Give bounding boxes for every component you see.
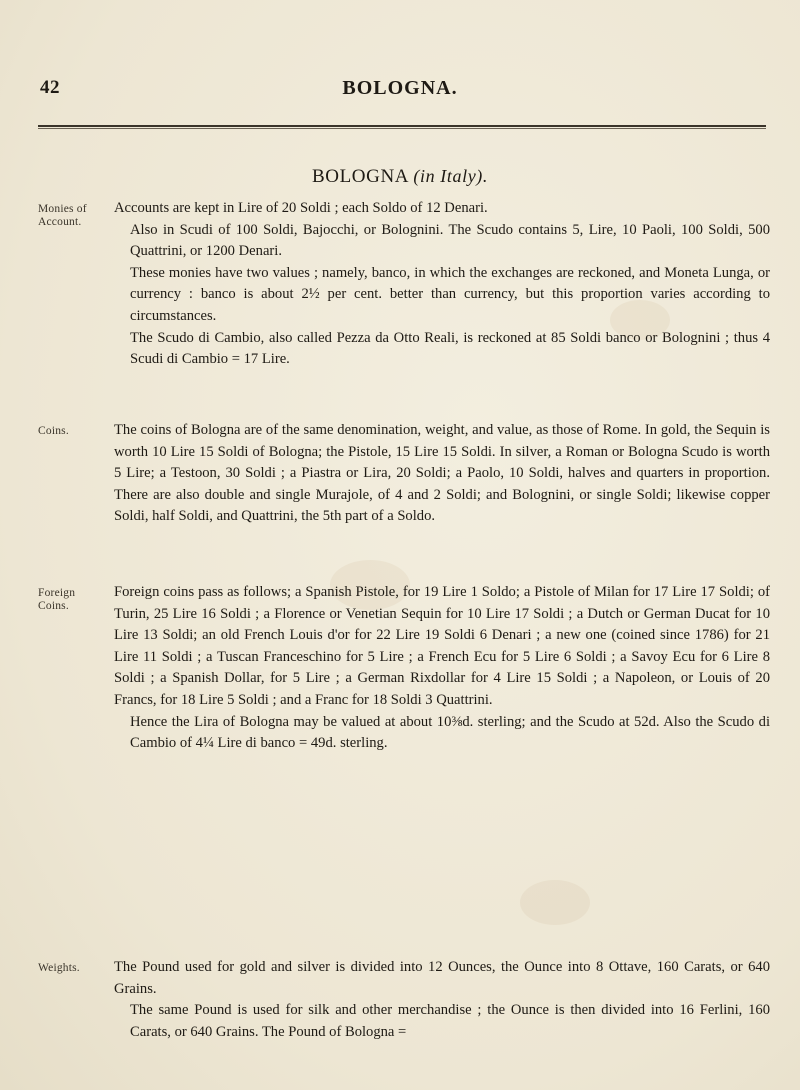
header-rule-thin (38, 128, 766, 129)
running-head (0, 77, 800, 107)
monies-paragraph-3: These monies have two values ; namely, banco, in which the exchanges are reckoned, and Moneta Lunga, or currency : banco is about 2½ per cent. better than currency, but this proportion varies according to circumstances. (130, 264, 770, 324)
section-weights (114, 957, 770, 1043)
section-title-region: (in Italy). (413, 166, 488, 186)
coins-paragraph-1: The coins of Bologna are of the same denomination, weight, and value, as those of Rome. In gold, the Sequin is worth 10 Lire 15 Soldi of Bologna; the Pistole, 15 Lire 15 Soldi. In silver, a Roman or Bologna Scudo is worth 5 Lire; a Testoon, 30 Soldi ; a Piastra or Lira, 20 Soldi; a Paolo, 10 Soldi, halves and quarters in proportion. There are also double and single Murajole, of 4 and 2 Soldi; and Bolognini, or single Soldi; likewise copper Soldi, half Soldi, and Quattrini, the 5th part of a Soldo. (114, 422, 770, 525)
margin-note-monies: Monies of Account. (38, 203, 87, 228)
section-foreign-coins (114, 582, 770, 755)
margin-note-coins: Coins. (38, 425, 69, 437)
header-rule (38, 125, 766, 127)
page-number: 42 (40, 77, 60, 98)
section-title (0, 166, 800, 188)
section-coins (114, 420, 770, 528)
running-title: BOLOGNA. (342, 77, 458, 99)
paper-stain (520, 880, 590, 925)
section-monies (114, 198, 770, 371)
weights-paragraph-2: The same Pound is used for silk and other merchandise ; the Ounce is then divided into 16 Ferlini, 160 Carats, or 640 Grains. The Pound of Bologna = (130, 1002, 770, 1040)
weights-paragraph-1: The Pound used for gold and silver is divided into 12 Ounces, the Ounce into 8 Ottave, 160 Carats, or 640 Grains. (114, 959, 770, 997)
monies-paragraph-1: Accounts are kept in Lire of 20 Soldi ; each Soldo of 12 Denari. (114, 200, 488, 216)
margin-note-foreign-coins: Foreign Coins. (38, 587, 76, 612)
monies-paragraph-4: The Scudo di Cambio, also called Pezza da Otto Reali, is reckoned at 85 Soldi banco or Bolognini ; thus 4 Scudi di Cambio = 17 Lire. (130, 329, 770, 368)
foreign-paragraph-2: Hence the Lira of Bologna may be valued at about 10⅜d. sterling; and the Scudo at 52d. Also the Scudo di Cambio of 4¼ Lire di banco = 49d. sterling. (130, 713, 770, 752)
margin-note-weights: Weights. (38, 962, 80, 974)
foreign-paragraph-1: Foreign coins pass as follows; a Spanish Pistole, for 19 Lire 1 Soldo; a Pistole of Milan for 17 Lire 17 Soldi; of Turin, 25 Lire 16 Soldi ; a Florence or Venetian Sequin for 10 Lire 17 Soldi ; a Dutch or German Ducat for 10 Lire 13 Soldi; an old French Louis d'or for 22 Lire 19 Soldi 6 Denari ; a new one (coined since 1786) for 21 Lire 11 Soldi ; a Tuscan Franceschino for 5 Lire ; a French Ecu for 5 Lire 6 Soldi ; a Savoy Ecu for 6 Lire 8 Soldi ; a Spanish Dollar, for 5 Lire ; a German Rixdollar for 4 Lire 15 Soldi ; a Napoleon, or Louis of 20 Francs, for 18 Lire 5 Soldi ; and a Franc for 18 Soldi 3 Quattrini. (114, 584, 770, 708)
section-title-name: BOLOGNA (312, 166, 409, 187)
monies-paragraph-2: Also in Scudi of 100 Soldi, Bajocchi, or Bolognini. The Scudo contains 5, Lire, 10 Paoli, 100 Soldi, 500 Quattrini, or 1200 Denari. (130, 221, 770, 260)
